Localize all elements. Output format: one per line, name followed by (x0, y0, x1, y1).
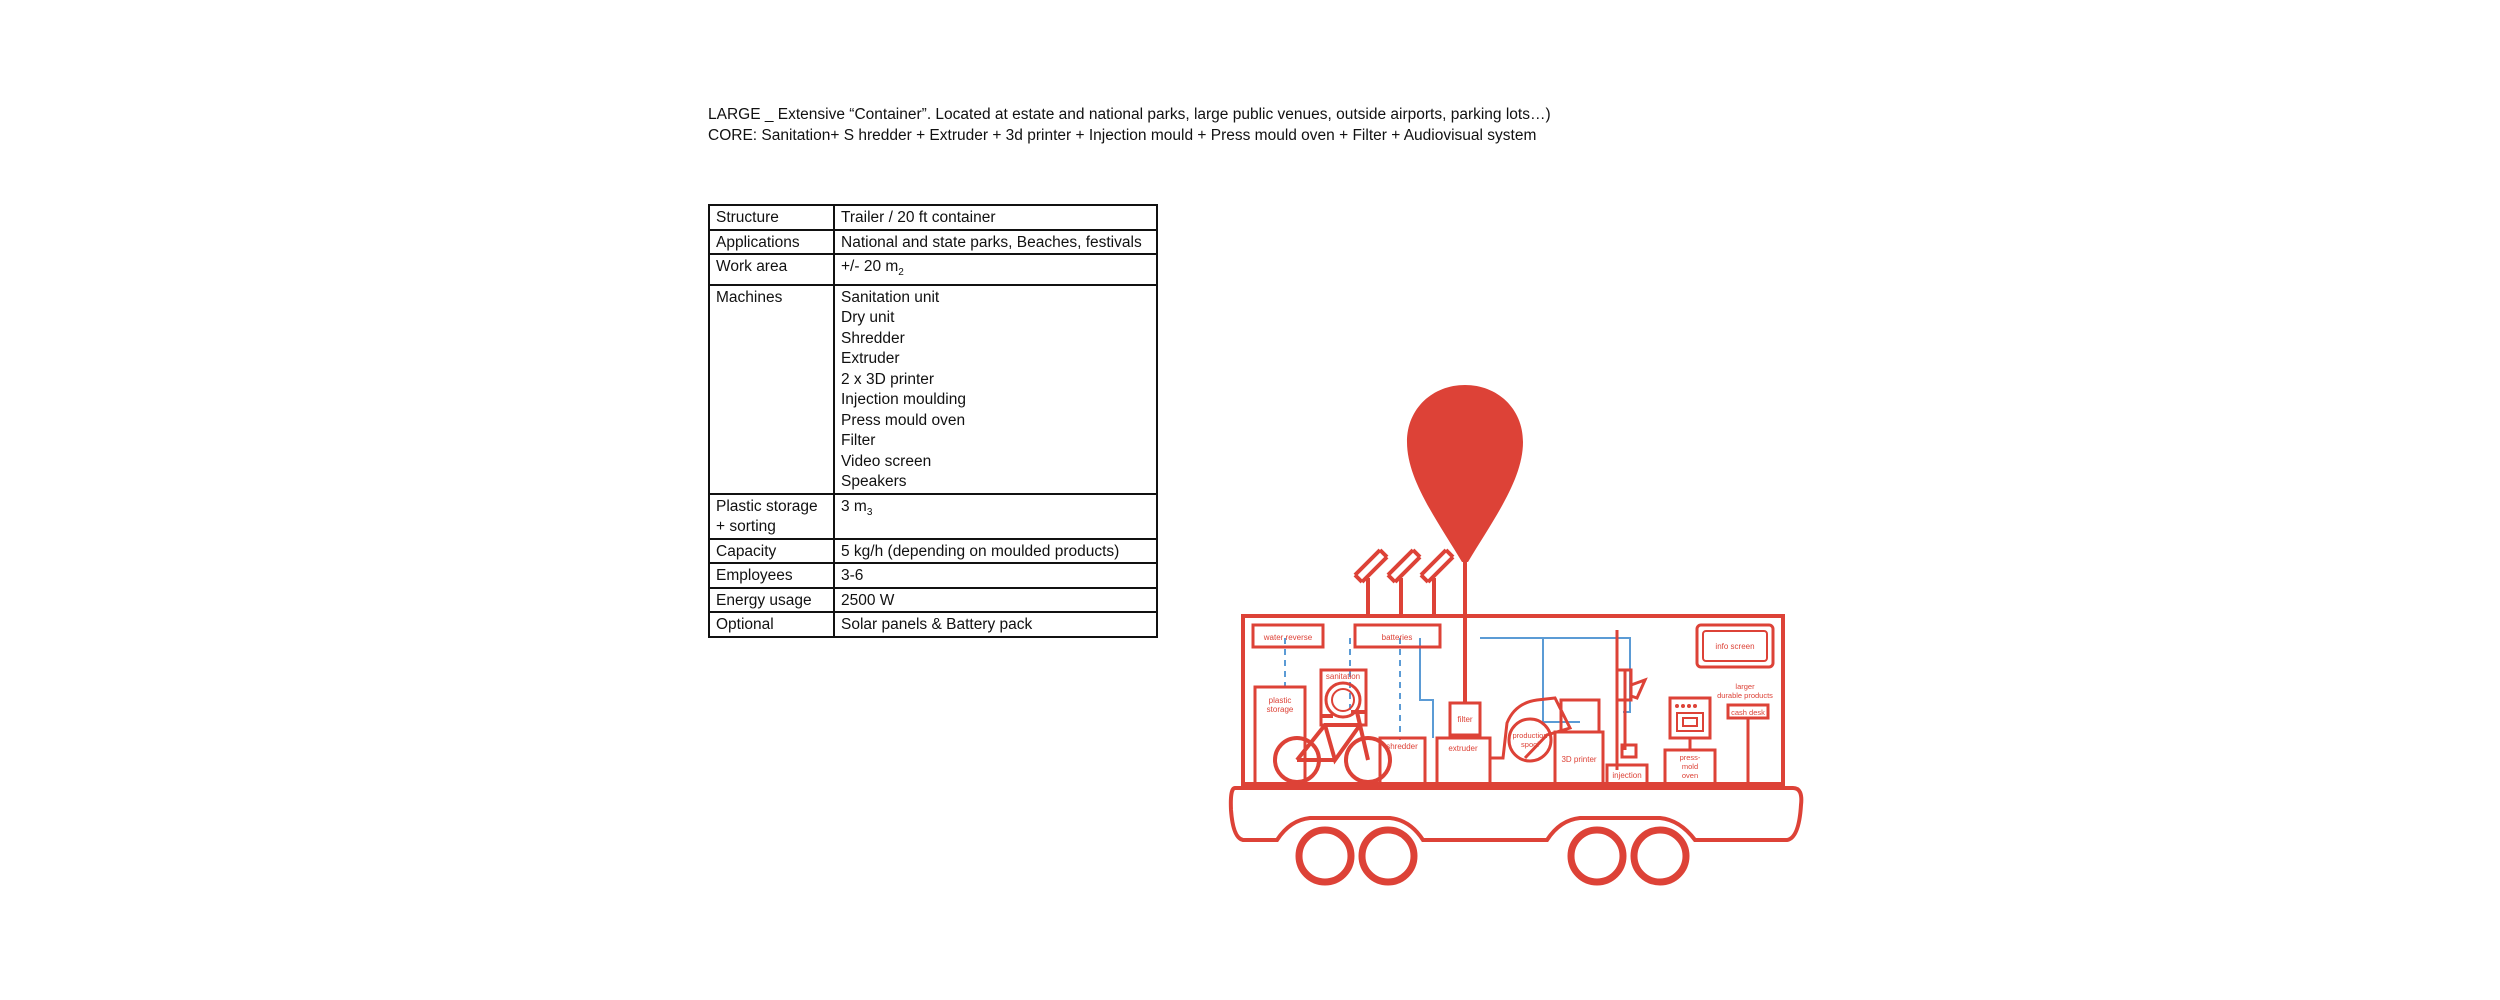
solar-panels (1355, 550, 1453, 616)
table-row (709, 563, 1157, 588)
table-row (709, 612, 1157, 637)
capacity-value: 5 kg/h (depending on moulded products) (834, 539, 1157, 564)
production-spool-label-1: production (1512, 731, 1548, 740)
injection-label: injection (1612, 771, 1642, 780)
larger-products-label-1: larger (1735, 682, 1755, 691)
work-area-cell (834, 254, 1157, 285)
spool-hopper (1490, 698, 1570, 758)
press-mold-oven-label-3: oven (1681, 771, 1699, 780)
list-item: Sanitation unit (841, 288, 940, 306)
work-area-unit-sup: 2 (898, 267, 904, 279)
sanitation-drum-inner (1332, 689, 1354, 711)
list-item: Dry unit (841, 309, 895, 327)
plastic-storage-label-1: plastic (1268, 696, 1292, 705)
printer-top-box (1561, 700, 1599, 732)
solar-panel (1388, 550, 1420, 616)
table-row (709, 539, 1157, 564)
applications-label: Applications (709, 230, 834, 255)
wheels (1299, 830, 1686, 882)
header-text (708, 104, 1551, 146)
table-row (709, 230, 1157, 255)
list-item: Video screen (841, 452, 932, 470)
plastic-storage-label-line-2: + sorting (716, 518, 776, 536)
plastic-storage-label (709, 494, 834, 539)
press-mold-oven-label-1: press- (1679, 753, 1701, 762)
header-line-1: LARGE _ Extensive “Container”. Located at estate and national parks, large public venues, outside airports, parking lots…) (708, 106, 1551, 123)
capacity-label: Capacity (709, 539, 834, 564)
wheel (1571, 830, 1623, 882)
optional-value: Solar panels & Battery pack (834, 612, 1157, 637)
energy-usage-value: 2500 W (834, 588, 1157, 613)
list-item: 2 x 3D printer (841, 370, 935, 388)
extruder-label: extruder (1448, 744, 1478, 753)
energy-usage-label: Energy usage (709, 588, 834, 613)
table-row (709, 285, 1157, 494)
info-screen-label: info screen (1715, 642, 1755, 651)
header-line-2: CORE: Sanitation+ S hredder + Extruder + 3d printer + Injection mould + Press mould oven + Filter + Audiovisual system (708, 127, 1537, 144)
table-row (709, 588, 1157, 613)
list-item: Speakers (841, 473, 907, 491)
employees-label: Employees (709, 563, 834, 588)
table-row (709, 205, 1157, 230)
oven-window (1677, 713, 1703, 731)
applications-value: National and state parks, Beaches, festivals (834, 230, 1157, 255)
machines-list (841, 288, 1150, 493)
list-item: Shredder (841, 329, 905, 347)
solar-panel (1355, 550, 1387, 616)
spec-table (708, 204, 1158, 638)
oven-dials (1675, 704, 1697, 708)
structure-value: Trailer / 20 ft container (834, 205, 1157, 230)
wheel (1299, 830, 1351, 882)
work-area-label: Work area (709, 254, 834, 285)
list-item: Filter (841, 432, 876, 450)
table-row (709, 254, 1157, 285)
cash-desk-label: cash desk (1731, 708, 1765, 717)
batteries-label: batteries (1381, 633, 1413, 642)
plastic-storage-label-line-1: Plastic storage (716, 497, 818, 515)
plastic-storage-label-2: storage (1266, 705, 1294, 714)
press-mold-oven-label-2: mold (1681, 762, 1699, 771)
plastic-storage-unit-sup: 3 (866, 506, 873, 518)
solar-panel (1421, 550, 1453, 616)
trailer-diagram (1225, 380, 1825, 900)
water-reverse-label: water reverse (1263, 633, 1313, 642)
bicycle-icon (1275, 712, 1390, 782)
filter-label: filter (1457, 715, 1473, 724)
oven-window-inner (1683, 718, 1697, 726)
list-item: Press mould oven (841, 411, 966, 429)
wheel (1634, 830, 1686, 882)
printer-label: 3D printer (1561, 755, 1597, 764)
machines-label: Machines (709, 285, 834, 494)
sanitation-label: sanitation (1325, 672, 1361, 681)
optional-label: Optional (709, 612, 834, 637)
shredder-label: shredder (1386, 742, 1418, 751)
larger-products-label-2: durable products (1717, 691, 1773, 700)
wheel (1362, 830, 1414, 882)
plastic-storage-value: 3 m (841, 497, 867, 515)
list-item: Extruder (841, 350, 900, 368)
work-area-value: +/- 20 m (841, 258, 899, 275)
plastic-storage-cell (834, 494, 1157, 539)
structure-label: Structure (709, 205, 834, 230)
machines-list-cell (834, 285, 1157, 494)
list-item: Injection moulding (841, 391, 966, 409)
balloon-shape (1407, 385, 1523, 562)
production-spool-label-2: spool (1521, 740, 1539, 749)
trailer-diagram-svg (1225, 380, 1825, 900)
employees-value: 3-6 (834, 563, 1157, 588)
table-row (709, 494, 1157, 539)
